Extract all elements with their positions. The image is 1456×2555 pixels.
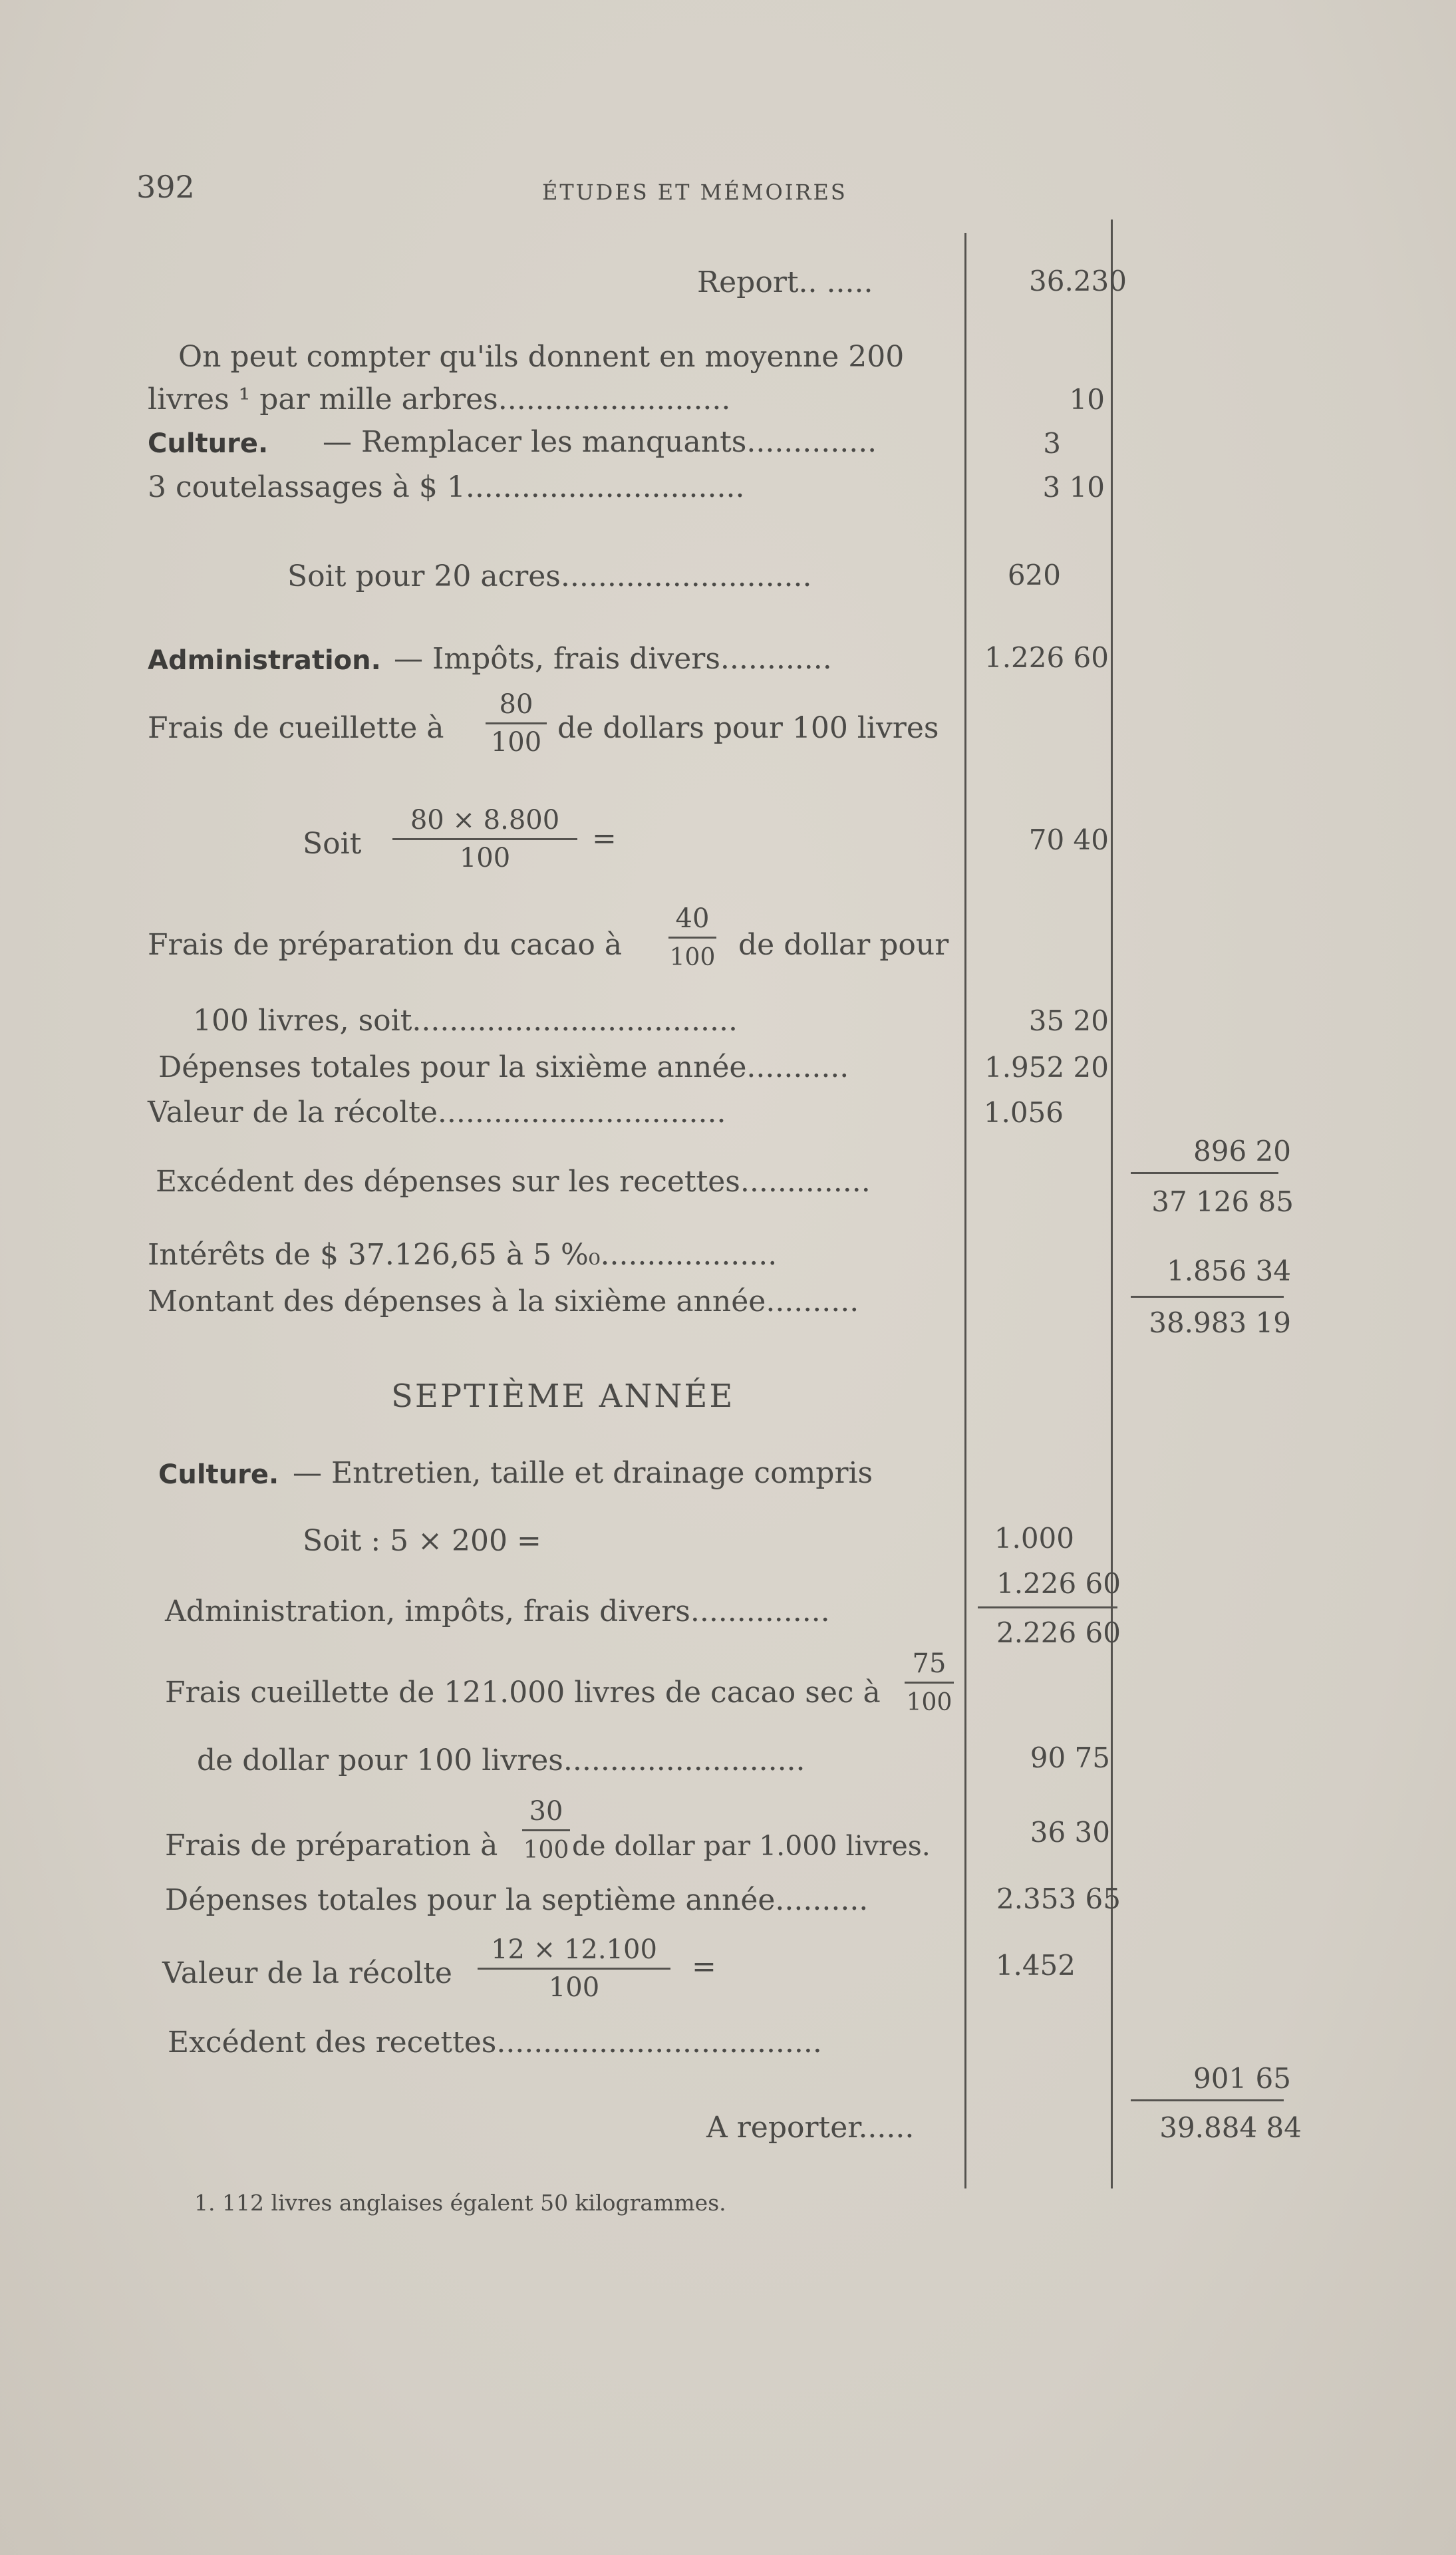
valeur7-equals: =: [692, 1950, 716, 1984]
fraction-bar: [668, 937, 716, 939]
amount-excedent-depenses: 896 20: [1193, 1135, 1291, 1167]
fraction-denominator: 100: [523, 1837, 569, 1864]
amount-administration: 1.226 60: [984, 641, 1109, 674]
fraction-80-100: [486, 689, 547, 758]
fraction-denominator: 100: [548, 1972, 600, 2003]
fraction-denominator: 100: [906, 1689, 952, 1716]
fraction-30-100: [522, 1796, 570, 1866]
amount-soit-20: 620: [1007, 559, 1061, 591]
amount-valeur-7: 1.452: [995, 1949, 1076, 1982]
fraction-bar: [522, 1829, 570, 1831]
fraction-numerator: 80: [499, 689, 533, 720]
sum-rule-3: [1131, 2099, 1284, 2101]
amount-excedent-recettes: 901 65: [1193, 2062, 1291, 2095]
fraction-numerator: 12 × 12.100: [491, 1934, 657, 1965]
page-number: 392: [136, 169, 195, 205]
moyenne-line-2: livres ¹ par mille arbres.........................: [148, 382, 731, 416]
cueillette7-line-b: de dollar pour 100 livres..........................: [197, 1743, 805, 1777]
fraction-bar: [905, 1682, 954, 1684]
a-reporter-label: A reporter......: [706, 2111, 915, 2145]
administration-heading: Administration.: [148, 645, 381, 676]
fraction-bar: [478, 1968, 670, 1970]
amount-admin7: 1.226 60: [996, 1567, 1121, 1600]
fraction-numerator: 30: [529, 1796, 563, 1827]
sum-rule-1: [1131, 1172, 1278, 1174]
valeur-recolte-6-line: Valeur de la récolte...............................: [148, 1096, 726, 1129]
fraction-numerator: 40: [675, 903, 710, 934]
amount-montant: 38.983 19: [1149, 1306, 1291, 1339]
soit-20-acres-line: Soit pour 20 acres...........................: [287, 559, 812, 593]
culture7-text: — Entretien, taille et drainage compris: [293, 1456, 873, 1490]
moyenne-line-1: On peut compter qu'ils donnent en moyenne 200: [178, 340, 905, 374]
amount-a-reporter: 39.884 84: [1159, 2111, 1302, 2144]
footnote: 1. 112 livres anglaises égalent 50 kilogrammes.: [194, 2190, 726, 2216]
culture-text: — Remplacer les manquants..............: [323, 425, 877, 459]
fraction-denominator: 100: [490, 727, 542, 758]
amount-subtotal7: 2.226 60: [996, 1616, 1121, 1649]
fraction-40-100: [668, 903, 716, 973]
column-rule-left: [964, 233, 966, 2188]
amount-soit-calc: 70 40: [1028, 824, 1109, 856]
preparation7-line-b: de dollar par 1.000 livres.: [572, 1830, 931, 1862]
preparation-line-b: de dollar pour: [738, 928, 949, 962]
soit-5x200-line: Soit : 5 × 200 =: [303, 1524, 541, 1558]
amount-cueillette7: 90 75: [1030, 1741, 1110, 1774]
amount-report: 36.230: [1029, 265, 1127, 297]
cueillette7-line-a: Frais cueillette de 121.000 livres de cacao sec à: [165, 1676, 881, 1710]
amount-preparation7: 36 30: [1030, 1816, 1110, 1849]
amount-culture7: 1.000: [994, 1522, 1074, 1555]
amount-moyenne: 10: [1069, 383, 1105, 416]
excedent-recettes-line: Excédent des recettes...................................: [168, 2026, 822, 2059]
fraction-bar: [486, 722, 547, 724]
admin7-line: Administration, impôts, frais divers...............: [165, 1594, 830, 1628]
soit-equals: =: [592, 822, 617, 855]
fraction-75-100: [905, 1648, 954, 1718]
amount-subtotal: 37 126 85: [1151, 1185, 1294, 1218]
fraction-numerator: 75: [912, 1648, 946, 1679]
amount-depenses-7: 2.353 65: [996, 1882, 1121, 1915]
amount-coutelassages: 3 10: [1042, 471, 1105, 504]
valeur-recolte-7-label: Valeur de la récolte: [162, 1956, 452, 1990]
depenses-sixieme-line: Dépenses totales pour la sixième année...........: [158, 1050, 849, 1084]
cueillette-line-a: Frais de cueillette à: [148, 711, 444, 745]
culture-heading: Culture.: [148, 428, 269, 459]
fraction-denominator: 100: [669, 944, 716, 971]
septieme-annee-heading: SEPTIÈME ANNÉE: [391, 1378, 735, 1415]
sum-rule-2: [1131, 1296, 1284, 1298]
fraction-valeur-7: [478, 1934, 670, 2003]
excedent-depenses-line: Excédent des dépenses sur les recettes..............: [156, 1165, 871, 1199]
culture7-heading: Culture.: [158, 1459, 279, 1490]
cueillette-line-b: de dollars pour 100 livres: [557, 711, 939, 745]
amount-interets: 1.856 34: [1166, 1255, 1291, 1287]
amount-preparation: 35 20: [1028, 1004, 1109, 1037]
fraction-denominator: 100: [459, 843, 511, 873]
preparation-line-c: 100 livres, soit...................................: [193, 1004, 738, 1038]
depenses-septieme-line: Dépenses totales pour la septième année..........: [165, 1883, 869, 1917]
amount-depenses-6: 1.952 20: [984, 1051, 1109, 1084]
amount-culture: 3: [1043, 427, 1061, 460]
administration-text: — Impôts, frais divers............: [394, 642, 832, 676]
montant-line: Montant des dépenses à la sixième année..........: [148, 1284, 859, 1318]
amount-valeur-6: 1.056: [983, 1096, 1064, 1129]
preparation7-line-a: Frais de préparation à: [165, 1829, 498, 1863]
soit-label: Soit: [303, 827, 362, 861]
interets-line: Intérêts de $ 37.126,65 à 5 %₀...................: [148, 1238, 778, 1272]
fraction-numerator: 80 × 8.800: [410, 805, 560, 835]
running-title: ÉTUDES ET MÉMOIRES: [542, 180, 847, 205]
fraction-soit-calc: [392, 805, 577, 873]
preparation-line-a: Frais de préparation du cacao à: [148, 928, 623, 962]
coutelassages-line: 3 coutelassages à $ 1..............................: [148, 470, 745, 504]
report-label: Report.. .....: [697, 265, 873, 299]
fraction-bar: [392, 838, 577, 840]
subtotal-rule: [978, 1606, 1117, 1608]
